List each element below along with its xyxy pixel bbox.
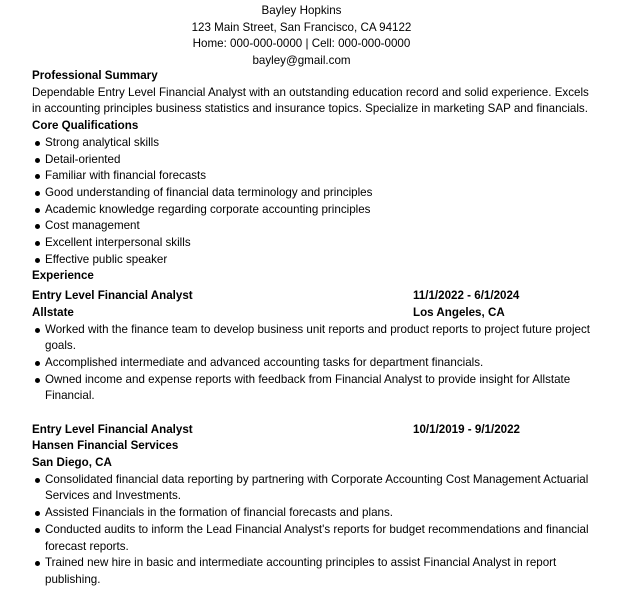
candidate-address: 123 Main Street, San Francisco, CA 94122 [191,20,412,34]
job-bullet: Trained new hire in basic and intermediate accounting principles to assist Financial Analyst in report publishing. [45,555,592,588]
job-location: San Diego, CA [32,456,112,470]
qualification-item: Effective public speaker [45,252,592,269]
qualification-item: Detail-oriented [45,152,592,169]
job-title-row [32,422,592,439]
job-location: Los Angeles, CA [413,305,505,319]
qualification-item: Excellent interpersonal skills [45,235,592,252]
job-dates: 11/1/2022 - 6/1/2024 [413,289,520,303]
job-company-row [32,305,592,322]
summary-text: Dependable Entry Level Financial Analyst with an outstanding education record and solid experience. Excels in accounting principles business statistics and insurance topics. Specialize in marketing SAP and financials. [32,85,589,116]
qualifications-heading: Core Qualifications [32,119,139,133]
resume-header [0,3,603,70]
qualification-item: Academic knowledge regarding corporate accounting principles [45,202,592,219]
job-bullet: Assisted Financials in the formation of financial forecasts and plans. [45,505,592,522]
qualification-item: Cost management [45,218,592,235]
candidate-phones: Home: 000-000-0000 | Cell: 000-000-0000 [192,37,411,51]
job-bullet: Consolidated financial data reporting by partnering with Corporate Accounting Cost Management Actuarial Services and Investments. [45,472,592,505]
candidate-name: Bayley Hopkins [261,4,342,17]
job-bullet: Conducted audits to inform the Lead Financial Analyst's reports for budget recommendations and financial forecast reports. [45,522,592,555]
candidate-email: bayley@gmail.com [252,54,351,68]
qualification-item: Strong analytical skills [45,135,592,152]
job-bullets [32,472,592,589]
resume-body [32,68,592,589]
job-company: Hansen Financial Services [32,439,179,453]
job-bullet: Accomplished intermediate and advanced accounting tasks for department financials. [45,355,592,372]
job-bullet: Owned income and expense reports with feedback from Financial Analyst to provide insight for Allstate Financial. [45,372,592,405]
job-title: Entry Level Financial Analyst [32,422,193,436]
summary-heading: Professional Summary [32,69,158,82]
job-bullet: Worked with the finance team to develop business unit reports and product reports to project future project goals. [45,322,592,355]
section-spacer [32,405,592,422]
job-entry [32,422,592,589]
job-bullets [32,322,592,406]
qualification-item: Good understanding of financial data terminology and principles [45,185,592,202]
job-title-row [32,288,592,305]
qualification-item: Familiar with financial forecasts [45,168,592,185]
experience-heading: Experience [32,269,94,283]
job-title: Entry Level Financial Analyst [32,289,193,303]
job-company: Allstate [32,305,74,319]
qualifications-list [32,135,592,269]
job-dates: 10/1/2019 - 9/1/2022 [413,422,521,436]
job-entry [32,285,592,405]
